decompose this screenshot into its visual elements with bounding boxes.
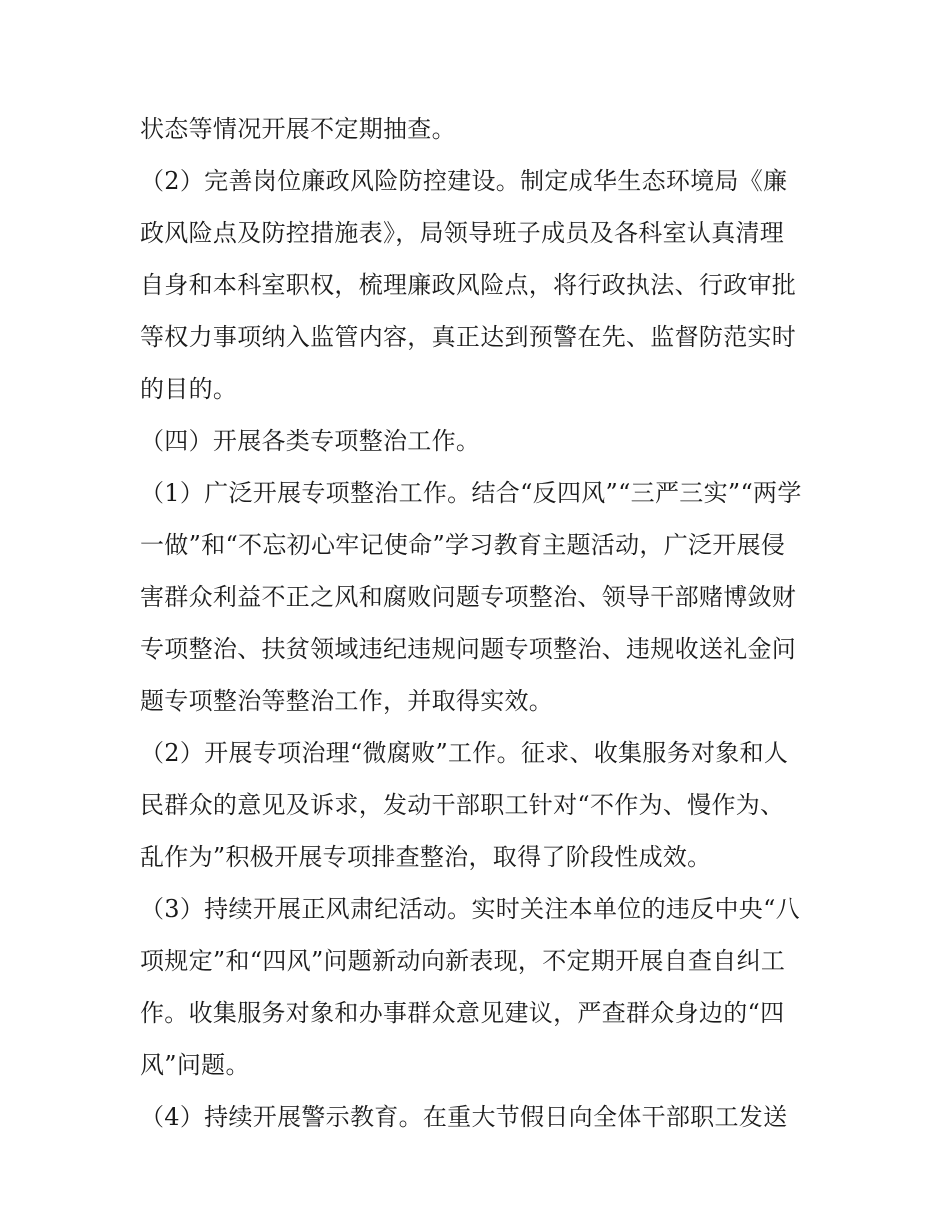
text-line: 害群众利益不正之风和腐败问题专项整治、领导干部赌博敛财 — [140, 583, 797, 611]
text-line: 风”问题。 — [140, 1051, 250, 1079]
text-line: （2）开展专项治理“微腐败”工作。征求、收集服务对象和人 — [140, 739, 789, 767]
body-text — [140, 103, 820, 1143]
text-line: 题专项整治等整治工作，并取得实效。 — [140, 687, 554, 715]
text-line: 一做”和“不忘初心牢记使命”学习教育主题活动，广泛开展侵 — [140, 531, 786, 559]
text-line: 项规定”和“四风”问题新动向新表现，不定期开展自查自纠工 — [140, 947, 786, 975]
text-line: 民群众的意见及诉求，发动干部职工针对“不作为、慢作为、 — [140, 791, 785, 819]
text-line: 的目的。 — [140, 375, 238, 403]
section-heading: （四）开展各类专项整治工作。 — [140, 427, 481, 455]
text-line: 状态等情况开展不定期抽查。 — [140, 115, 456, 143]
text-line: （1）广泛开展专项整治工作。结合“反四风”“三严三实”“两学 — [140, 479, 802, 507]
text-line: 政风险点及防控措施表》，局领导班子成员及各科室认真清理 — [140, 219, 785, 247]
text-line: （3）持续开展正风肃纪活动。实时关注本单位的违反中央“八 — [140, 895, 800, 923]
text-line: 自身和本科室职权，梳理廉政风险点，将行政执法、行政审批 — [140, 271, 797, 299]
text-line: （2）完善岗位廉政风险防控建设。制定成华生态环境局《廉 — [140, 167, 788, 195]
text-line: 等权力事项纳入监管内容，真正达到预警在先、监督防范实时 — [140, 323, 797, 351]
text-line: 乱作为”积极开展专项排查整治，取得了阶段性成效。 — [140, 843, 712, 871]
text-line: （4）持续开展警示教育。在重大节假日向全体干部职工发送 — [140, 1103, 788, 1131]
text-line: 作。收集服务对象和办事群众意见建议，严查群众身边的“四 — [140, 999, 785, 1027]
text-line: 专项整治、扶贫领域违纪违规问题专项整治、违规收送礼金问 — [140, 635, 797, 663]
